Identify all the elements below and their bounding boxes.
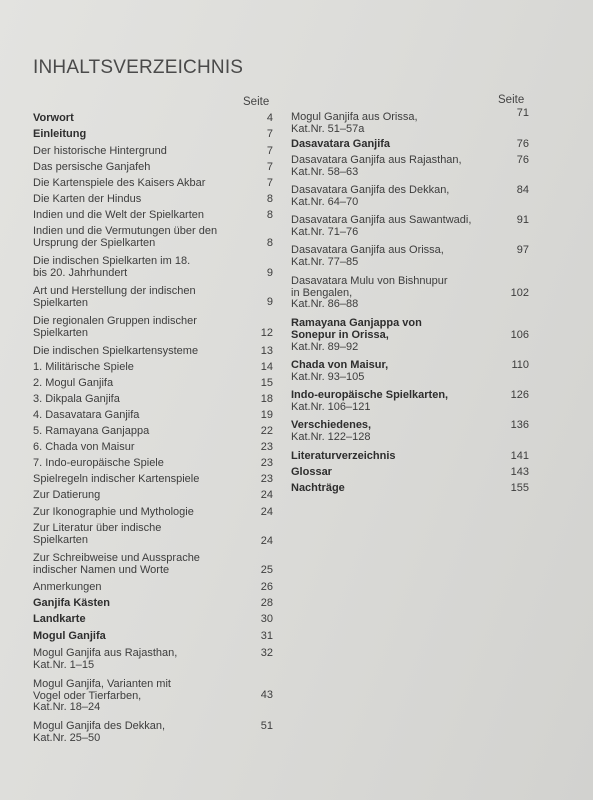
toc-entry-page-number: 32	[260, 647, 273, 659]
toc-entry-title: Mogul Ganjifa aus Orissa, Kat.Nr. 51–57a	[291, 111, 418, 135]
toc-entry-title: Anmerkungen	[33, 581, 102, 593]
toc-entry	[33, 679, 273, 714]
toc-entry-title: Kat.Nr. 106–121	[291, 401, 371, 413]
toc-entry-title: 4. Dasavatara Ganjifa	[33, 409, 140, 421]
toc-entry	[33, 490, 273, 502]
toc-entry-title: Mogul Ganjifa des Dekkan, Kat.Nr. 25–50	[33, 720, 166, 744]
toc-entry	[33, 286, 273, 309]
toc-entry-title: 5. Ramayana Ganjappa	[33, 425, 150, 437]
toc-entry-page-number: 126	[510, 389, 529, 401]
toc-entry-title: Dasavatara Mulu von Bishnupur in Bengalen, Kat.Nr. 86–88	[291, 275, 448, 311]
toc-entry-page-number: 84	[516, 184, 529, 196]
toc-entry-page-number: 8	[266, 209, 273, 221]
toc-entry	[291, 360, 529, 372]
toc-entry-title: Mogul Ganjifa	[33, 630, 106, 642]
toc-entry	[33, 146, 273, 158]
toc-entry-title: 3. Dikpala Ganjifa	[33, 393, 120, 405]
toc-entry-page-number: 97	[516, 244, 529, 256]
toc-entry-title: Kat.Nr. 89–92	[291, 341, 359, 353]
toc-entry-title: Vorwort	[33, 112, 74, 124]
toc-entry-page-number: 24	[260, 535, 273, 547]
toc-entry	[33, 721, 273, 744]
toc-entry-title: Verschiedenes,	[291, 419, 372, 431]
toc-entry	[33, 614, 273, 626]
toc-entry-page-number: 23	[260, 473, 273, 485]
toc-entry-page-number: 8	[266, 237, 273, 249]
toc-entry-page-number: 9	[266, 267, 273, 279]
toc-entry	[291, 342, 529, 354]
toc-entry	[291, 402, 529, 414]
toc-entry-page-number: 22	[260, 425, 273, 437]
toc-entry-title: Dasavatara Ganjifa	[291, 138, 391, 150]
toc-entry-title: Chada von Maisur,	[291, 359, 389, 371]
toc-entry	[291, 107, 529, 135]
toc-entry	[33, 256, 273, 279]
toc-entry-title: Glossar	[291, 466, 332, 478]
toc-entry-page-number: 12	[260, 327, 273, 339]
toc-entry-title: Zur Schreibweise und Aussprache indischer Namen und Worte	[33, 552, 200, 576]
page-column-header: Seite	[243, 96, 270, 108]
toc-entry-title: Ganjifa Kästen	[33, 597, 111, 609]
toc-entry-title: Art und Herstellung der indischen Spielkarten	[33, 285, 196, 309]
toc-entry-title: Indien und die Vermutungen über den Ursprung der Spielkarten	[33, 225, 218, 249]
toc-entry-title: Literaturverzeichnis	[291, 450, 396, 462]
toc-entry-title: Die indischen Spielkarten im 18. bis 20. Jahrhundert	[33, 255, 191, 279]
toc-entry	[33, 362, 273, 374]
toc-entry-page-number: 8	[266, 193, 273, 205]
toc-entry	[33, 129, 273, 141]
toc-entry-page-number: 102	[510, 287, 529, 299]
toc-entry	[291, 451, 529, 463]
toc-entry-page-number: 26	[260, 581, 273, 593]
toc-entry-title: Landkarte	[33, 613, 86, 625]
toc-entry-page-number: 141	[510, 450, 529, 462]
toc-entry	[33, 226, 273, 249]
toc-entry-title: 2. Mogul Ganjifa	[33, 377, 114, 389]
toc-entry-page-number: 24	[260, 489, 273, 501]
toc-entry	[33, 178, 273, 190]
toc-entry-title: Die regionalen Gruppen indischer Spielkarten	[33, 315, 197, 339]
toc-entry-page-number: 23	[260, 441, 273, 453]
toc-entry-title: 6. Chada von Maisur	[33, 441, 135, 453]
toc-entry-title: Zur Ikonographie und Mythologie	[33, 506, 194, 518]
toc-entry	[291, 432, 529, 444]
toc-entry	[33, 507, 273, 519]
toc-entry	[33, 394, 273, 406]
toc-entry-title: Einleitung	[33, 128, 87, 140]
toc-entry-page-number: 91	[516, 214, 529, 226]
toc-entry-page-number: 43	[260, 689, 273, 701]
toc-entry	[33, 113, 273, 125]
toc-entry-page-number: 19	[260, 409, 273, 421]
toc-entry	[33, 162, 273, 174]
toc-entry-page-number: 31	[260, 630, 273, 642]
toc-entry	[291, 318, 529, 341]
toc-entry-page-number: 28	[260, 597, 273, 609]
toc-entry	[33, 410, 273, 422]
toc-entry	[291, 483, 529, 495]
toc-entry-page-number: 7	[266, 161, 273, 173]
toc-entry	[33, 598, 273, 610]
toc-entry	[33, 210, 273, 222]
toc-entry-page-number: 143	[510, 466, 529, 478]
toc-entry-title: Dasavatara Ganjifa aus Sawantwadi, Kat.Nr. 71–76	[291, 214, 472, 238]
toc-entry-title: Die Kartenspiele des Kaisers Akbar	[33, 177, 206, 189]
toc-entry	[33, 582, 273, 594]
toc-entry-title: Mogul Ganjifa, Varianten mit Vogel oder Tierfarben, Kat.Nr. 18–24	[33, 678, 171, 714]
toc-entry-page-number: 76	[516, 138, 529, 150]
toc-entry	[33, 442, 273, 454]
toc-entry	[33, 194, 273, 206]
toc-entry	[291, 276, 529, 311]
toc-entry-title: Mogul Ganjifa aus Rajasthan, Kat.Nr. 1–15	[33, 647, 178, 671]
toc-entry-page-number: 106	[510, 329, 529, 341]
toc-entry	[291, 390, 529, 402]
toc-entry-page-number: 14	[260, 361, 273, 373]
toc-entry	[33, 474, 273, 486]
toc-entry-title: Der historische Hintergrund	[33, 145, 167, 157]
toc-entry	[33, 648, 273, 671]
toc-entry-page-number: 15	[260, 377, 273, 389]
toc-entry	[291, 420, 529, 432]
toc-entry-title: 7. Indo-europäische Spiele	[33, 457, 164, 469]
toc-entry	[33, 378, 273, 390]
page-column-header: Seite	[498, 94, 525, 106]
toc-entry	[33, 631, 273, 643]
toc-entry-page-number: 9	[266, 296, 273, 308]
toc-entry	[33, 346, 273, 358]
toc-entry-page-number: 13	[260, 345, 273, 357]
toc-entry-page-number: 7	[266, 145, 273, 157]
toc-entry-title: Die Karten der Hindus	[33, 193, 142, 205]
toc-entry	[291, 185, 529, 208]
toc-entry	[291, 372, 529, 384]
toc-entry	[33, 426, 273, 438]
toc-entry-title: Kat.Nr. 122–128	[291, 431, 371, 443]
toc-entry-title: Kat.Nr. 93–105	[291, 371, 365, 383]
toc-entry-page-number: 51	[260, 720, 273, 732]
toc-entry	[33, 523, 273, 546]
toc-entry-page-number: 7	[266, 128, 273, 140]
toc-entry-page-number: 30	[260, 613, 273, 625]
toc-entry-title: Indien und die Welt der Spielkarten	[33, 209, 205, 221]
toc-entry	[33, 553, 273, 576]
page-title: INHALTSVERZEICHNIS	[33, 57, 244, 78]
toc-entry-title: Zur Datierung	[33, 489, 101, 501]
toc-entry-title: Die indischen Spielkartensysteme	[33, 345, 199, 357]
toc-entry-page-number: 136	[510, 419, 529, 431]
toc-entry-page-number: 71	[516, 107, 529, 119]
toc-entry	[291, 245, 529, 268]
toc-entry	[33, 458, 273, 470]
toc-entry	[291, 139, 529, 151]
toc-entry	[291, 155, 529, 178]
toc-entry-title: Zur Literatur über indische Spielkarten	[33, 522, 162, 546]
toc-entry-title: Indo-europäische Spielkarten,	[291, 389, 449, 401]
toc-entry-title: Dasavatara Ganjifa aus Orissa, Kat.Nr. 77–85	[291, 244, 444, 268]
toc-entry-page-number: 23	[260, 457, 273, 469]
toc-entry-title: Nachträge	[291, 482, 345, 494]
toc-entry	[291, 467, 529, 479]
toc-entry-page-number: 18	[260, 393, 273, 405]
toc-entry-page-number: 25	[260, 564, 273, 576]
toc-entry-page-number: 4	[266, 112, 273, 124]
toc-entry-page-number: 155	[510, 482, 529, 494]
toc-entry	[33, 316, 273, 339]
toc-entry-page-number: 7	[266, 177, 273, 189]
toc-entry-title: Das persische Ganjafeh	[33, 161, 151, 173]
toc-entry-title: Dasavatara Ganjifa aus Rajasthan, Kat.Nr. 58–63	[291, 154, 462, 178]
toc-entry-title: Spielregeln indischer Kartenspiele	[33, 473, 200, 485]
toc-entry	[291, 215, 529, 238]
toc-entry-title: 1. Militärische Spiele	[33, 361, 134, 373]
toc-entry-title: Dasavatara Ganjifa des Dekkan, Kat.Nr. 64–70	[291, 184, 450, 208]
toc-entry-page-number: 24	[260, 506, 273, 518]
toc-entry-page-number: 76	[516, 154, 529, 166]
toc-entry-title: Ramayana Ganjappa von Sonepur in Orissa,	[291, 317, 422, 341]
toc-entry-page-number: 110	[511, 359, 529, 371]
